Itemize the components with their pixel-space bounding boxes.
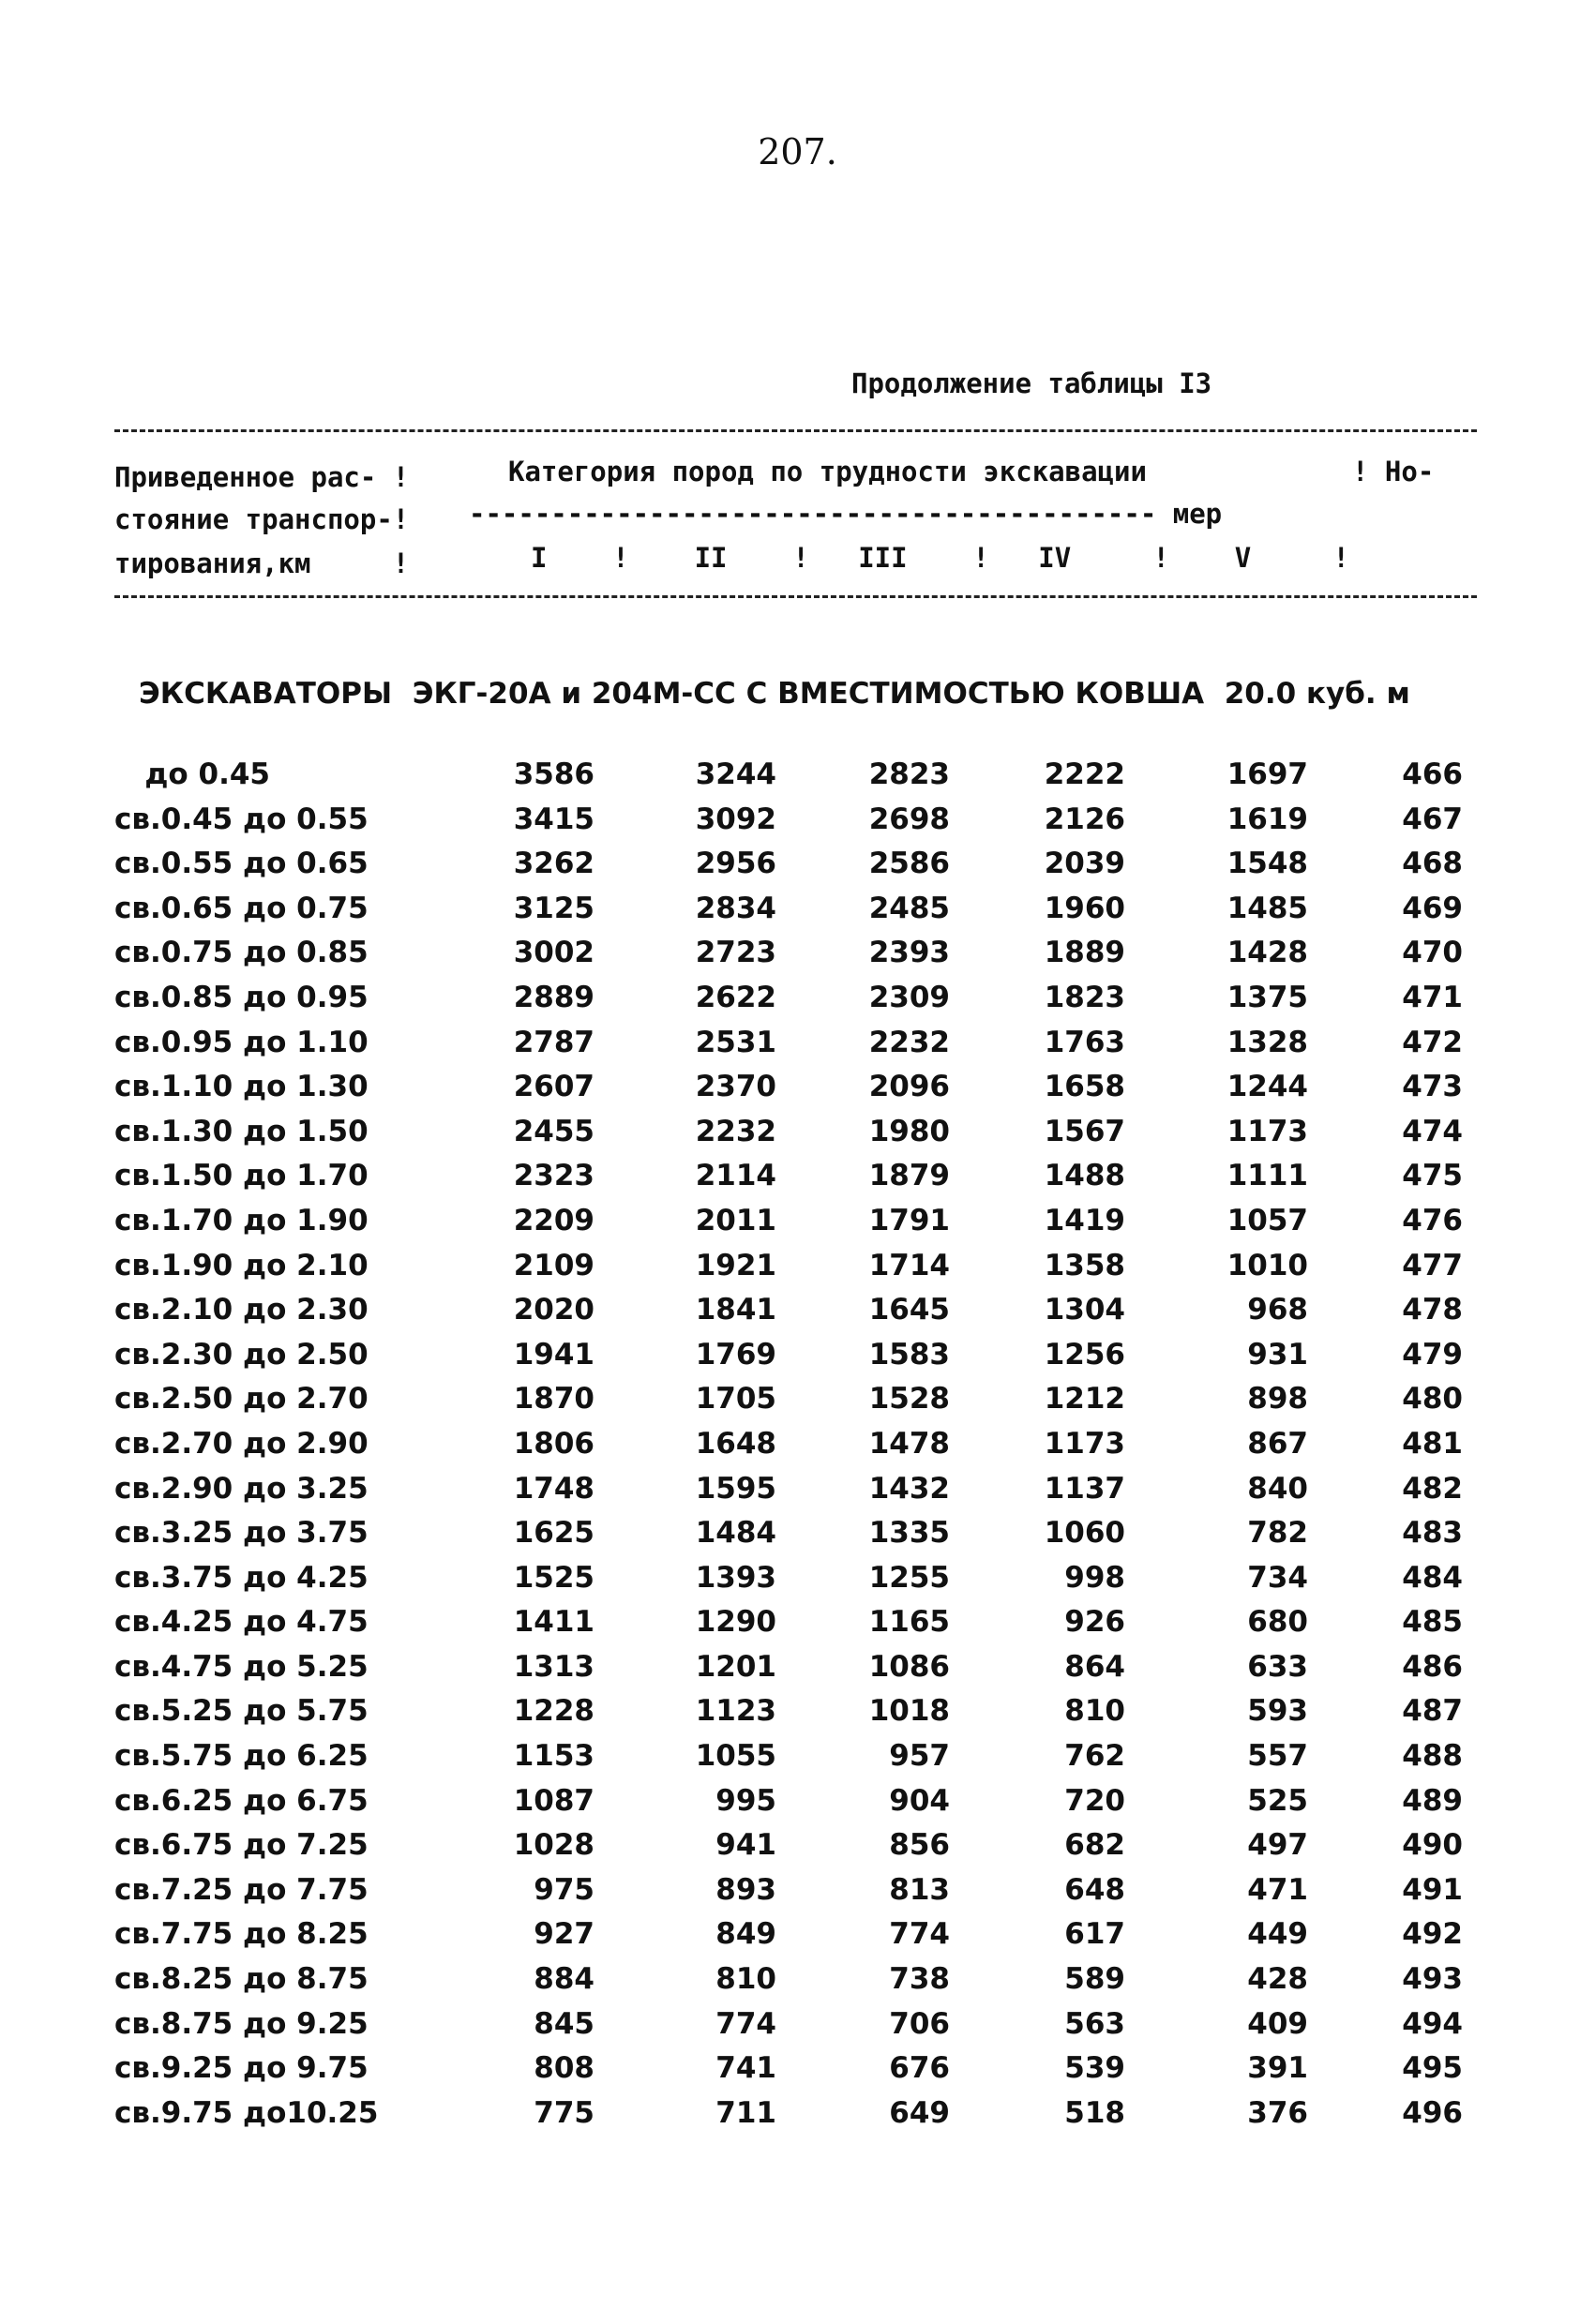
- distance-range-label: св.0.65 до 0.75: [114, 891, 369, 925]
- cell-cat-ii: 774: [715, 2006, 776, 2041]
- cell-cat-v: 1485: [1226, 891, 1308, 925]
- cell-cat-v: 1244: [1226, 1070, 1308, 1104]
- cell-row-number: 471: [1402, 980, 1463, 1014]
- distance-range-label: св.8.25 до 8.75: [114, 1962, 369, 1997]
- cell-row-number: 480: [1402, 1382, 1463, 1417]
- cell-cat-v: 1111: [1226, 1159, 1308, 1193]
- cell-row-number: 483: [1402, 1516, 1463, 1551]
- cell-row-number: 478: [1402, 1293, 1463, 1327]
- cell-cat-iv: 563: [1064, 2006, 1125, 2041]
- cell-cat-v: 593: [1247, 1694, 1308, 1729]
- cell-row-number: 476: [1402, 1203, 1463, 1237]
- distance-range-label: св.2.50 до 2.70: [114, 1382, 369, 1417]
- distance-range-label: св.7.75 до 8.25: [114, 1917, 369, 1952]
- cell-cat-ii: 2114: [695, 1159, 776, 1193]
- cell-cat-ii: 2834: [695, 891, 776, 925]
- cell-row-number: 495: [1402, 2051, 1463, 2086]
- cell-row-number: 481: [1402, 1426, 1463, 1461]
- cell-cat-iv: 1658: [1044, 1070, 1125, 1104]
- table-row: [0, 1828, 1595, 1873]
- cell-cat-ii: 711: [715, 2095, 776, 2130]
- cell-cat-iv: 1137: [1044, 1471, 1125, 1506]
- cell-cat-iii: 1980: [868, 1114, 950, 1148]
- cell-cat-iii: 2823: [868, 757, 950, 791]
- cell-cat-iv: 1889: [1044, 936, 1125, 970]
- cell-cat-ii: 1123: [695, 1694, 776, 1729]
- table-row: [0, 1293, 1595, 1338]
- cell-cat-ii: 2011: [695, 1203, 776, 1237]
- cell-cat-ii: 1769: [695, 1337, 776, 1372]
- cell-cat-iii: 706: [889, 2006, 950, 2041]
- cell-cat-iv: 648: [1064, 1872, 1125, 1907]
- cell-row-number: 474: [1402, 1114, 1463, 1148]
- distance-range-label: св.0.75 до 0.85: [114, 936, 369, 970]
- cell-cat-ii: 1290: [695, 1605, 776, 1640]
- cell-row-number: 490: [1402, 1828, 1463, 1863]
- distance-range-label: св.1.10 до 1.30: [114, 1070, 369, 1104]
- cell-cat-ii: 3244: [695, 757, 776, 791]
- table-row: [0, 1561, 1595, 1606]
- distance-range-label: св.7.25 до 7.75: [114, 1872, 369, 1907]
- cell-cat-iii: 2393: [868, 936, 950, 970]
- cell-cat-v: 1057: [1226, 1203, 1308, 1237]
- distance-range-label: св.6.75 до 7.25: [114, 1828, 369, 1863]
- cell-cat-iv: 617: [1064, 1917, 1125, 1952]
- cell-cat-iii: 1583: [868, 1337, 950, 1372]
- cell-cat-ii: 2531: [695, 1025, 776, 1059]
- cell-cat-iii: 2586: [868, 847, 950, 881]
- cell-cat-iv: 2039: [1044, 847, 1125, 881]
- cell-cat-v: 471: [1247, 1872, 1308, 1907]
- cell-cat-v: 898: [1247, 1382, 1308, 1417]
- table-row: [0, 1026, 1595, 1071]
- cell-cat-i: 1028: [513, 1828, 594, 1863]
- table-row: [0, 1115, 1595, 1160]
- distance-range-label: св.1.90 до 2.10: [114, 1248, 369, 1282]
- cell-cat-ii: 1921: [695, 1248, 776, 1282]
- cell-cat-i: 1087: [513, 1783, 594, 1818]
- cell-cat-iii: 2485: [868, 891, 950, 925]
- cell-row-number: 482: [1402, 1471, 1463, 1506]
- cell-cat-ii: 1648: [695, 1426, 776, 1461]
- distance-range-label: св.0.95 до 1.10: [114, 1025, 369, 1059]
- cell-cat-i: 1228: [513, 1694, 594, 1729]
- cell-cat-i: 1870: [513, 1382, 594, 1417]
- cell-cat-v: 840: [1247, 1471, 1308, 1506]
- cell-cat-iii: 904: [889, 1783, 950, 1818]
- cell-cat-iii: 813: [889, 1872, 950, 1907]
- distance-range-label: св.0.45 до 0.55: [114, 802, 369, 836]
- cell-cat-iii: 2096: [868, 1070, 950, 1104]
- header-distance-line1: Приведенное рас- !: [114, 461, 410, 493]
- table-row: [0, 936, 1595, 981]
- cell-cat-v: 968: [1247, 1293, 1308, 1327]
- distance-range-label: св.4.25 до 4.75: [114, 1605, 369, 1640]
- table-top-rule: [114, 429, 1477, 432]
- cell-cat-iv: 518: [1064, 2095, 1125, 2130]
- table-row: [0, 892, 1595, 937]
- table-row: [0, 2051, 1595, 2096]
- page-number: 207.: [758, 131, 837, 172]
- cell-cat-ii: 849: [715, 1917, 776, 1952]
- cell-cat-iii: 1086: [868, 1649, 950, 1684]
- cell-cat-i: 1625: [513, 1516, 594, 1551]
- distance-range-label: св.9.25 до 9.75: [114, 2051, 369, 2086]
- cell-cat-v: 1375: [1226, 980, 1308, 1014]
- cell-row-number: 491: [1402, 1872, 1463, 1907]
- table-continuation-caption: Продолжение таблицы I3: [851, 367, 1212, 399]
- cell-cat-iv: 1256: [1044, 1337, 1125, 1372]
- cell-cat-ii: 741: [715, 2051, 776, 2086]
- cell-cat-iv: 1304: [1044, 1293, 1125, 1327]
- cell-cat-v: 734: [1247, 1560, 1308, 1595]
- cell-cat-i: 3415: [513, 802, 594, 836]
- cell-row-number: 469: [1402, 891, 1463, 925]
- cell-cat-i: 3586: [513, 757, 594, 791]
- cell-cat-iii: 676: [889, 2051, 950, 2086]
- cell-row-number: 493: [1402, 1962, 1463, 1997]
- cell-cat-i: 975: [534, 1872, 594, 1907]
- cell-cat-ii: 2723: [695, 936, 776, 970]
- table-row: [0, 1338, 1595, 1383]
- table-row: [0, 1159, 1595, 1204]
- cell-cat-iii: 1335: [868, 1516, 950, 1551]
- cell-cat-v: 1697: [1226, 757, 1308, 791]
- distance-range-label: св.3.75 до 4.25: [114, 1560, 369, 1595]
- cell-cat-iv: 864: [1064, 1649, 1125, 1684]
- cell-cat-ii: 893: [715, 1872, 776, 1907]
- cell-row-number: 470: [1402, 936, 1463, 970]
- cell-row-number: 475: [1402, 1159, 1463, 1193]
- cell-cat-iv: 1060: [1044, 1516, 1125, 1551]
- cell-cat-iii: 1165: [868, 1605, 950, 1640]
- table-row: [0, 981, 1595, 1026]
- cell-cat-i: 1153: [513, 1739, 594, 1774]
- cell-cat-i: 1941: [513, 1337, 594, 1372]
- cell-cat-iv: 926: [1064, 1605, 1125, 1640]
- cell-cat-v: 1619: [1226, 802, 1308, 836]
- cell-cat-iv: 998: [1064, 1560, 1125, 1595]
- table-row: [0, 1784, 1595, 1829]
- cell-cat-iv: 762: [1064, 1739, 1125, 1774]
- cell-cat-v: 1428: [1226, 936, 1308, 970]
- distance-range-label: св.6.25 до 6.75: [114, 1783, 369, 1818]
- cell-row-number: 485: [1402, 1605, 1463, 1640]
- distance-range-label: св.8.75 до 9.25: [114, 2006, 369, 2041]
- cell-row-number: 472: [1402, 1025, 1463, 1059]
- cell-cat-i: 884: [534, 1962, 594, 1997]
- cell-cat-i: 1411: [513, 1605, 594, 1640]
- cell-cat-iv: 1960: [1044, 891, 1125, 925]
- cell-cat-v: 525: [1247, 1783, 1308, 1818]
- table-row: [0, 1472, 1595, 1517]
- table-row: [0, 1516, 1595, 1561]
- cell-cat-i: 1806: [513, 1426, 594, 1461]
- cell-row-number: 484: [1402, 1560, 1463, 1595]
- header-number-col-line1: ! Но-: [1352, 456, 1435, 487]
- cell-cat-ii: 995: [715, 1783, 776, 1818]
- cell-cat-i: 2889: [513, 980, 594, 1014]
- distance-range-label: св.9.75 до10.25: [114, 2095, 379, 2130]
- distance-range-label: св.2.30 до 2.50: [114, 1337, 369, 1372]
- distance-range-label: св.1.70 до 1.90: [114, 1203, 369, 1237]
- cell-cat-i: 2323: [513, 1159, 594, 1193]
- cell-cat-iv: 1823: [1044, 980, 1125, 1014]
- cell-cat-iv: 1419: [1044, 1203, 1125, 1237]
- header-distance-line3: тирования,км !: [114, 547, 410, 579]
- cell-cat-v: 680: [1247, 1605, 1308, 1640]
- cell-cat-v: 391: [1247, 2051, 1308, 2086]
- cell-cat-ii: 941: [715, 1828, 776, 1863]
- cell-cat-i: 3262: [513, 847, 594, 881]
- cell-cat-iii: 1432: [868, 1471, 950, 1506]
- cell-cat-v: 633: [1247, 1649, 1308, 1684]
- cell-cat-i: 3125: [513, 891, 594, 925]
- header-dash-separator: ------------------------------------------ мер: [469, 498, 1223, 530]
- cell-cat-iii: 957: [889, 1739, 950, 1774]
- distance-range-label: св.0.55 до 0.65: [114, 847, 369, 881]
- header-roman-categories: I ! II ! III ! IV ! V !: [531, 542, 1349, 574]
- cell-row-number: 487: [1402, 1694, 1463, 1729]
- cell-cat-ii: 1055: [695, 1739, 776, 1774]
- cell-cat-v: 867: [1247, 1426, 1308, 1461]
- cell-cat-v: 557: [1247, 1739, 1308, 1774]
- cell-cat-iv: 539: [1064, 2051, 1125, 2086]
- cell-cat-iii: 1018: [868, 1694, 950, 1729]
- table-header-bottom-rule: [114, 595, 1477, 598]
- cell-cat-i: 2607: [513, 1070, 594, 1104]
- cell-cat-i: 2020: [513, 1293, 594, 1327]
- cell-cat-ii: 1705: [695, 1382, 776, 1417]
- distance-range-label: св.2.90 до 3.25: [114, 1471, 369, 1506]
- cell-cat-i: 2455: [513, 1114, 594, 1148]
- cell-cat-v: 376: [1247, 2095, 1308, 2130]
- cell-cat-iii: 1478: [868, 1426, 950, 1461]
- cell-cat-ii: 2370: [695, 1070, 776, 1104]
- table-row: [0, 757, 1595, 802]
- data-table-body: [0, 757, 1595, 2140]
- cell-row-number: 489: [1402, 1783, 1463, 1818]
- cell-cat-iii: 1879: [868, 1159, 950, 1193]
- cell-cat-v: 782: [1247, 1516, 1308, 1551]
- table-row: [0, 1917, 1595, 1962]
- cell-cat-v: 497: [1247, 1828, 1308, 1863]
- cell-cat-v: 1010: [1226, 1248, 1308, 1282]
- cell-cat-v: 428: [1247, 1962, 1308, 1997]
- section-title: ЭКСКАВАТОРЫ ЭКГ-20А и 204М-СС С ВМЕСТИМОСТЬЮ КОВША 20.0 куб. м: [139, 677, 1410, 711]
- header-category-title: Категория пород по трудности экскавации: [508, 456, 1147, 487]
- cell-cat-ii: 1201: [695, 1649, 776, 1684]
- table-row: [0, 1204, 1595, 1249]
- table-row: [0, 1650, 1595, 1695]
- cell-cat-iv: 1488: [1044, 1159, 1125, 1193]
- header-distance-line2: стояние транспор-!: [114, 503, 410, 535]
- cell-row-number: 467: [1402, 802, 1463, 836]
- cell-cat-v: 931: [1247, 1337, 1308, 1372]
- cell-row-number: 488: [1402, 1739, 1463, 1774]
- distance-range-label: св.5.25 до 5.75: [114, 1694, 369, 1729]
- cell-row-number: 477: [1402, 1248, 1463, 1282]
- cell-cat-iii: 1714: [868, 1248, 950, 1282]
- cell-cat-iv: 1567: [1044, 1114, 1125, 1148]
- cell-cat-iv: 682: [1064, 1828, 1125, 1863]
- distance-range-label: до 0.45: [114, 757, 270, 791]
- cell-row-number: 473: [1402, 1070, 1463, 1104]
- cell-cat-iii: 1528: [868, 1382, 950, 1417]
- cell-cat-iii: 2698: [868, 802, 950, 836]
- cell-cat-iv: 1763: [1044, 1025, 1125, 1059]
- cell-cat-iv: 1173: [1044, 1426, 1125, 1461]
- cell-cat-ii: 1595: [695, 1471, 776, 1506]
- cell-cat-ii: 2232: [695, 1114, 776, 1148]
- cell-cat-iii: 2309: [868, 980, 950, 1014]
- distance-range-label: св.0.85 до 0.95: [114, 980, 369, 1014]
- cell-cat-ii: 1484: [695, 1516, 776, 1551]
- cell-cat-iii: 1645: [868, 1293, 950, 1327]
- table-row: [0, 1382, 1595, 1427]
- cell-row-number: 468: [1402, 847, 1463, 881]
- cell-cat-iii: 1255: [868, 1560, 950, 1595]
- table-row: [0, 1070, 1595, 1115]
- table-row: [0, 1694, 1595, 1739]
- cell-cat-i: 1313: [513, 1649, 594, 1684]
- cell-cat-iv: 720: [1064, 1783, 1125, 1818]
- cell-cat-iii: 1791: [868, 1203, 950, 1237]
- cell-cat-iii: 856: [889, 1828, 950, 1863]
- cell-cat-ii: 3092: [695, 802, 776, 836]
- table-row: [0, 1249, 1595, 1294]
- cell-cat-iv: 810: [1064, 1694, 1125, 1729]
- cell-cat-iv: 1358: [1044, 1248, 1125, 1282]
- table-row: [0, 1739, 1595, 1784]
- cell-cat-iii: 649: [889, 2095, 950, 2130]
- cell-cat-iv: 589: [1064, 1962, 1125, 1997]
- table-row: [0, 1427, 1595, 1472]
- cell-cat-i: 808: [534, 2051, 594, 2086]
- cell-row-number: 496: [1402, 2095, 1463, 2130]
- distance-range-label: св.1.50 до 1.70: [114, 1159, 369, 1193]
- cell-cat-i: 1525: [513, 1560, 594, 1595]
- distance-range-label: св.4.75 до 5.25: [114, 1649, 369, 1684]
- cell-cat-i: 1748: [513, 1471, 594, 1506]
- cell-cat-v: 1328: [1226, 1025, 1308, 1059]
- cell-cat-iv: 1212: [1044, 1382, 1125, 1417]
- distance-range-label: св.5.75 до 6.25: [114, 1739, 369, 1774]
- cell-cat-v: 409: [1247, 2006, 1308, 2041]
- table-row: [0, 1605, 1595, 1650]
- cell-cat-ii: 2622: [695, 980, 776, 1014]
- cell-cat-i: 775: [534, 2095, 594, 2130]
- cell-row-number: 486: [1402, 1649, 1463, 1684]
- table-row: [0, 802, 1595, 847]
- cell-cat-iii: 738: [889, 1962, 950, 1997]
- cell-cat-v: 1548: [1226, 847, 1308, 881]
- cell-row-number: 466: [1402, 757, 1463, 791]
- cell-cat-v: 449: [1247, 1917, 1308, 1952]
- cell-cat-i: 2787: [513, 1025, 594, 1059]
- cell-cat-ii: 1393: [695, 1560, 776, 1595]
- cell-cat-iii: 2232: [868, 1025, 950, 1059]
- cell-cat-ii: 2956: [695, 847, 776, 881]
- cell-row-number: 494: [1402, 2006, 1463, 2041]
- cell-cat-v: 1173: [1226, 1114, 1308, 1148]
- cell-cat-i: 2109: [513, 1248, 594, 1282]
- cell-cat-iii: 774: [889, 1917, 950, 1952]
- cell-cat-i: 845: [534, 2006, 594, 2041]
- cell-cat-iv: 2222: [1044, 757, 1125, 791]
- cell-cat-ii: 810: [715, 1962, 776, 1997]
- cell-cat-i: 3002: [513, 936, 594, 970]
- distance-range-label: св.2.10 до 2.30: [114, 1293, 369, 1327]
- distance-range-label: св.1.30 до 1.50: [114, 1114, 369, 1148]
- cell-row-number: 492: [1402, 1917, 1463, 1952]
- table-row: [0, 1873, 1595, 1918]
- cell-cat-ii: 1841: [695, 1293, 776, 1327]
- cell-row-number: 479: [1402, 1337, 1463, 1372]
- table-row: [0, 847, 1595, 892]
- table-row: [0, 2096, 1595, 2141]
- table-row: [0, 2007, 1595, 2052]
- distance-range-label: св.3.25 до 3.75: [114, 1516, 369, 1551]
- table-row: [0, 1962, 1595, 2007]
- cell-cat-i: 927: [534, 1917, 594, 1952]
- cell-cat-i: 2209: [513, 1203, 594, 1237]
- cell-cat-iv: 2126: [1044, 802, 1125, 836]
- distance-range-label: св.2.70 до 2.90: [114, 1426, 369, 1461]
